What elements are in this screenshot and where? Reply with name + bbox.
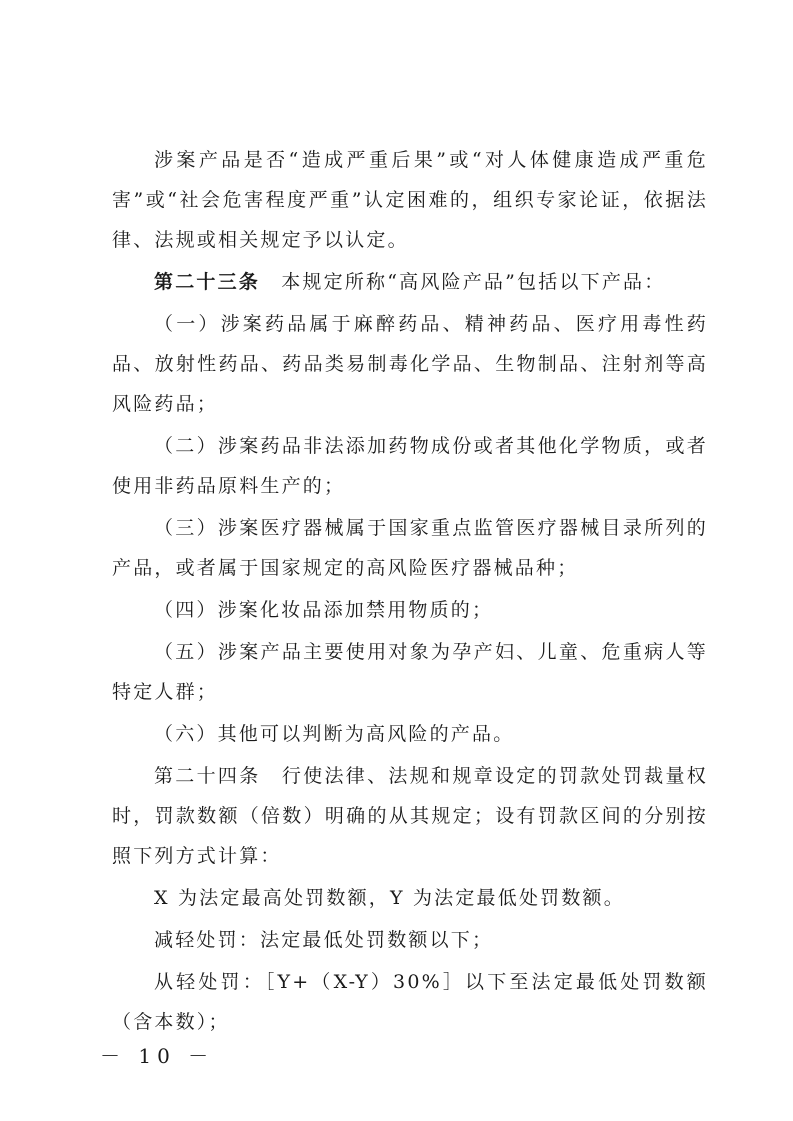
paragraph-lighter-penalty	[112, 962, 708, 1042]
paragraph-text: （一）涉案药品属于麻醉药品、精神药品、医疗用毒性药品、放射性药品、药品类易制毒化学品、生物制品、注射剂等高风险药品；	[112, 313, 708, 415]
paragraph-product-assessment	[112, 140, 708, 260]
paragraph-text: （三）涉案医疗器械属于国家重点监管医疗器械目录所列的产品，或者属于国家规定的高风险医疗器械品种；	[112, 517, 708, 579]
list-item-2	[112, 426, 708, 506]
list-item-4	[112, 590, 708, 630]
paragraph-definition-xy	[112, 878, 708, 918]
paragraph-article-23	[112, 262, 708, 302]
paragraph-article-24	[112, 756, 708, 876]
list-item-3	[112, 508, 708, 588]
paragraph-text: 从轻处罚：［Y+（X-Y）30%］以下至法定最低处罚数额（含本数）；	[112, 971, 708, 1033]
paragraph-text: 本规定所称“高风险产品”包括以下产品：	[260, 271, 666, 293]
paragraph-text: 涉案产品是否“造成严重后果”或“对人体健康造成严重危害”或“社会危害程度严重”认定困难的，组织专家论证，依据法律、法规或相关规定予以认定。	[112, 149, 708, 251]
list-item-5	[112, 632, 708, 712]
paragraph-text: （四）涉案化妆品添加禁用物质的；	[154, 599, 494, 621]
paragraph-text: 第二十四条 行使法律、法规和规章设定的罚款处罚裁量权时，罚款数额（倍数）明确的从其规定；设有罚款区间的分别按照下列方式计算：	[112, 765, 708, 867]
paragraph-text: 减轻处罚：法定最低处罚数额以下；	[154, 929, 494, 951]
document-body	[112, 140, 708, 1044]
article-number: 第二十三条	[154, 271, 261, 293]
page-number: － 10 －	[100, 1044, 215, 1068]
paragraph-text: （五）涉案产品主要使用对象为孕产妇、儿童、危重病人等特定人群；	[112, 641, 708, 703]
paragraph-mitigated-penalty	[112, 920, 708, 960]
list-item-6	[112, 714, 708, 754]
paragraph-text: X 为法定最高处罚数额，Y 为法定最低处罚数额。	[154, 887, 625, 909]
paragraph-text: （六）其他可以判断为高风险的产品。	[154, 723, 515, 745]
list-item-1	[112, 304, 708, 424]
paragraph-text: （二）涉案药品非法添加药物成份或者其他化学物质，或者使用非药品原料生产的；	[112, 435, 708, 497]
